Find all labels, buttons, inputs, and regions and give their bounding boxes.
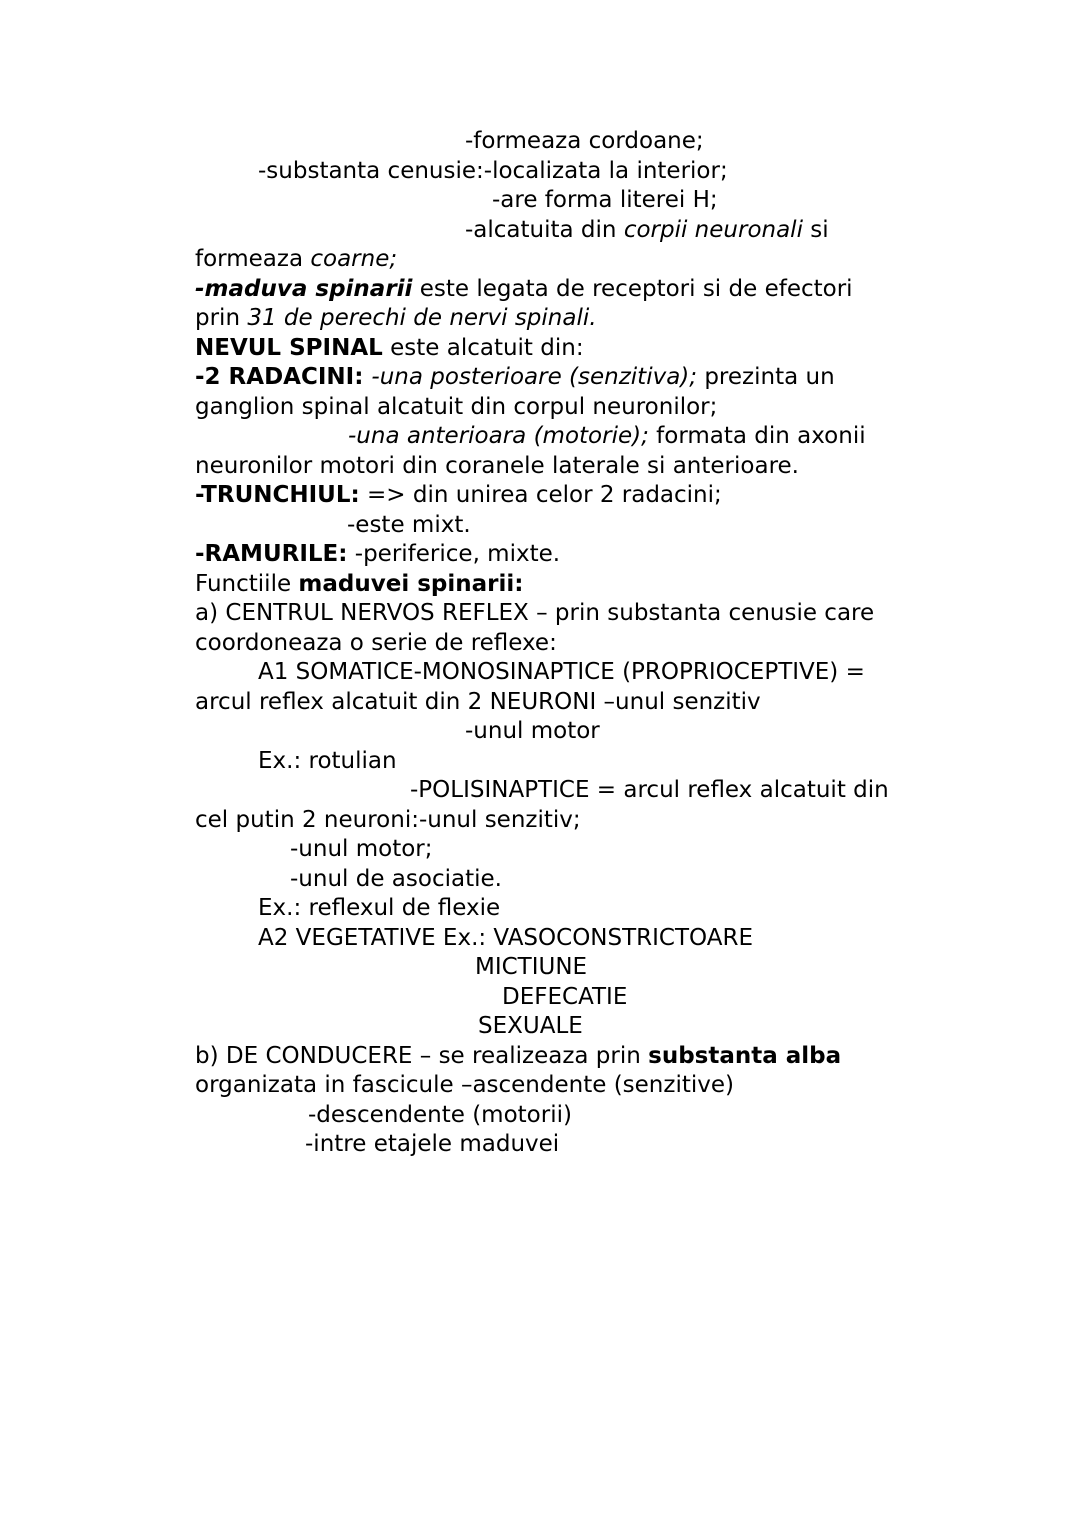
- text-segment: -TRUNCHIUL:: [195, 482, 360, 508]
- text-segment: corpii neuronali: [623, 216, 803, 243]
- text-line: [305, 1130, 1080, 1160]
- text-segment: si: [802, 216, 829, 243]
- text-segment: cel putin 2 neuroni:-unul senzitiv;: [195, 806, 581, 833]
- text-segment: ganglion spinal alcatuit din corpul neuronilor;: [195, 393, 718, 420]
- text-segment: -este mixt.: [347, 511, 471, 538]
- text-segment: Ex.: reflexul de flexie: [258, 895, 501, 921]
- text-line: [465, 216, 1080, 246]
- text-segment: -periferice, mixte.: [347, 541, 561, 567]
- text-segment: substanta alba: [648, 1042, 842, 1069]
- text-line: [258, 157, 1080, 187]
- text-segment: b) DE CONDUCERE – se realizeaza prin: [195, 1042, 649, 1069]
- text-line: [492, 186, 1080, 216]
- text-segment: Ex.: rotulian: [258, 747, 397, 774]
- text-line: [290, 865, 1080, 895]
- text-segment: -una posterioare (senzitiva);: [371, 364, 698, 390]
- text-line: [475, 953, 1080, 983]
- text-line: [308, 1101, 1080, 1131]
- text-line: [347, 511, 1080, 541]
- text-line: [195, 245, 1080, 275]
- text-segment: -POLISINAPTICE = arcul reflex alcatuit din: [410, 777, 889, 803]
- text-segment: arcul reflex alcatuit din 2 NEURONI –unul senzitiv: [195, 688, 761, 715]
- text-line: [195, 393, 1080, 423]
- text-line: [465, 717, 1080, 747]
- text-line: [195, 363, 1080, 393]
- text-segment: prin: [195, 305, 248, 331]
- text-segment: -formeaza cordoane;: [465, 128, 704, 154]
- text-line: [195, 599, 1080, 629]
- text-segment: Functiile: [195, 570, 299, 597]
- text-line: [195, 540, 1080, 570]
- text-segment: 31 de perechi de nervi spinali.: [247, 305, 597, 331]
- text-segment: -unul motor: [465, 718, 600, 744]
- text-segment: coordoneaza o serie de reflexe:: [195, 629, 557, 656]
- text-segment: coarne;: [310, 246, 398, 272]
- text-line: [258, 747, 1080, 777]
- text-line: [258, 894, 1080, 924]
- text-line: [195, 1042, 1080, 1072]
- text-segment: A2 VEGETATIVE Ex.: VASOCONSTRICTOARE: [258, 924, 753, 951]
- text-line: [195, 806, 1080, 836]
- document-content: [195, 127, 1080, 1160]
- text-segment: maduvei spinarii:: [298, 570, 524, 597]
- text-segment: -maduva spinarii: [195, 275, 413, 302]
- text-segment: -2 RADACINI:: [195, 364, 372, 390]
- text-segment: formeaza: [195, 246, 311, 272]
- text-line: [195, 304, 1080, 334]
- text-line: [195, 688, 1080, 718]
- text-line: [195, 275, 1080, 305]
- text-line: [258, 658, 1080, 688]
- text-segment: organizata in fascicule –ascendente (senzitive): [195, 1072, 734, 1098]
- text-line: [195, 570, 1080, 600]
- text-line: [258, 924, 1080, 954]
- text-line: [502, 983, 1080, 1013]
- text-line: [410, 776, 1080, 806]
- text-line: [195, 629, 1080, 659]
- text-segment: este alcatuit din:: [382, 334, 584, 361]
- text-segment: -RAMURILE:: [195, 541, 348, 567]
- text-segment: NEVUL SPINAL: [195, 334, 383, 361]
- text-segment: -substanta cenusie:-localizata la interior;: [258, 157, 728, 184]
- text-segment: DEFECATIE: [502, 983, 628, 1010]
- text-segment: este legata de receptori si de efectori: [412, 275, 853, 302]
- text-segment: -descendente (motorii): [308, 1101, 572, 1128]
- text-segment: -unul motor;: [290, 836, 433, 862]
- text-segment: formata din axonii: [648, 423, 866, 449]
- text-segment: a) CENTRUL NERVOS REFLEX – prin substanta cenusie care: [195, 600, 875, 626]
- text-line: [195, 334, 1080, 364]
- text-segment: -una anterioara (motorie);: [348, 423, 649, 449]
- text-segment: SEXUALE: [478, 1013, 583, 1039]
- text-line: [195, 481, 1080, 511]
- text-line: [195, 1071, 1080, 1101]
- text-segment: -alcatuita din: [465, 216, 624, 243]
- text-segment: prezinta un: [697, 364, 835, 390]
- text-segment: MICTIUNE: [475, 954, 588, 980]
- text-segment: -intre etajele maduvei: [305, 1131, 560, 1157]
- text-segment: A1 SOMATICE-MONOSINAPTICE (PROPRIOCEPTIVE) =: [258, 659, 865, 685]
- text-line: [348, 422, 1080, 452]
- text-segment: -are forma literei H;: [492, 187, 718, 213]
- text-line: [290, 835, 1080, 865]
- text-segment: neuronilor motori din coranele laterale si anterioare.: [195, 452, 799, 479]
- text-line: [478, 1012, 1080, 1042]
- text-segment: => din unirea celor 2 radacini;: [359, 482, 722, 508]
- text-line: [195, 452, 1080, 482]
- text-line: [465, 127, 1080, 157]
- text-segment: -unul de asociatie.: [290, 865, 502, 892]
